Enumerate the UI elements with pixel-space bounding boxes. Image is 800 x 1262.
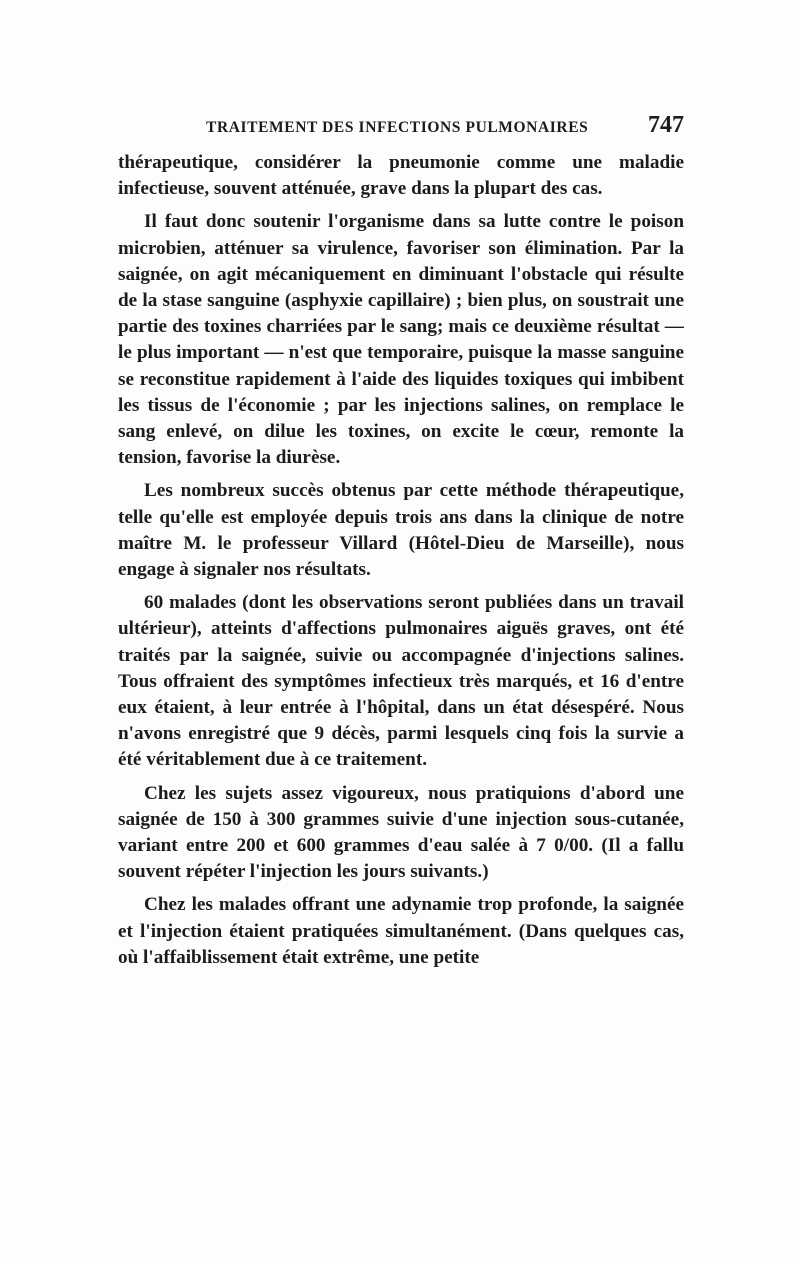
paragraph: thérapeutique, considérer la pneumonie comme une maladie infectieuse, souvent atténuée, grave dans la plupart des cas.: [118, 152, 684, 200]
paragraph: Les nombreux succès obtenus par cette méthode thérapeutique, telle qu'elle est employée depuis trois ans dans la clinique de notre maître M. le professeur Villard (Hôtel-Dieu de Marseille), nous engage à signaler nos résultats.: [118, 480, 684, 581]
page-header: [118, 112, 684, 142]
page-number: 747: [648, 112, 684, 138]
paragraph: 60 malades (dont les observations seront publiées dans un travail ultérieur), atteints d'affections pulmonaires aiguës graves, ont été traités par la saignée, suivie ou accompagnée d'injections salines. Tous offraient des symptômes infectieux très marqués, et 16 d'entre eux étaient, à leur entrée à l'hôpital, dans un état désespéré. Nous n'avons enregistré que 9 décès, parmi lesquels cinq fois la survie a été véritablement due à ce traitement.: [118, 592, 684, 771]
body-text: [118, 150, 684, 971]
paragraph: Il faut donc soutenir l'organisme dans sa lutte contre le poison microbien, atténuer sa virulence, favoriser son élimination. Par la saignée, on agit mécaniquement en diminuant l'obstacle qui résulte de la stase sanguine (asphyxie capillaire) ; bien plus, on soustrait une partie des toxines charriées par le sang; mais ce deuxième résultat — le plus important — n'est que temporaire, puisque la masse sanguine se reconstitue rapidement à l'aide des liquides toxiques qui imbibent les tissus de l'économie ; par les injections salines, on remplace le sang enlevé, on dilue les toxines, on excite le cœur, remonte la tension, favorise la diurèse.: [118, 211, 684, 469]
running-head: TRAITEMENT DES INFECTIONS PULMONAIRES: [206, 119, 589, 136]
paragraph: Chez les sujets assez vigoureux, nous pratiquions d'abord une saignée de 150 à 300 grammes suivie d'une injection sous-cutanée, variant entre 200 et 600 grammes d'eau salée à 7 0/00. (Il a fallu souvent répéter l'injection les jours suivants.): [118, 782, 684, 883]
paragraph: Chez les malades offrant une adynamie trop profonde, la saignée et l'injection étaient pratiquées simultanément. (Dans quelques cas, où l'affaiblissement était extrême, une petite: [118, 894, 684, 968]
